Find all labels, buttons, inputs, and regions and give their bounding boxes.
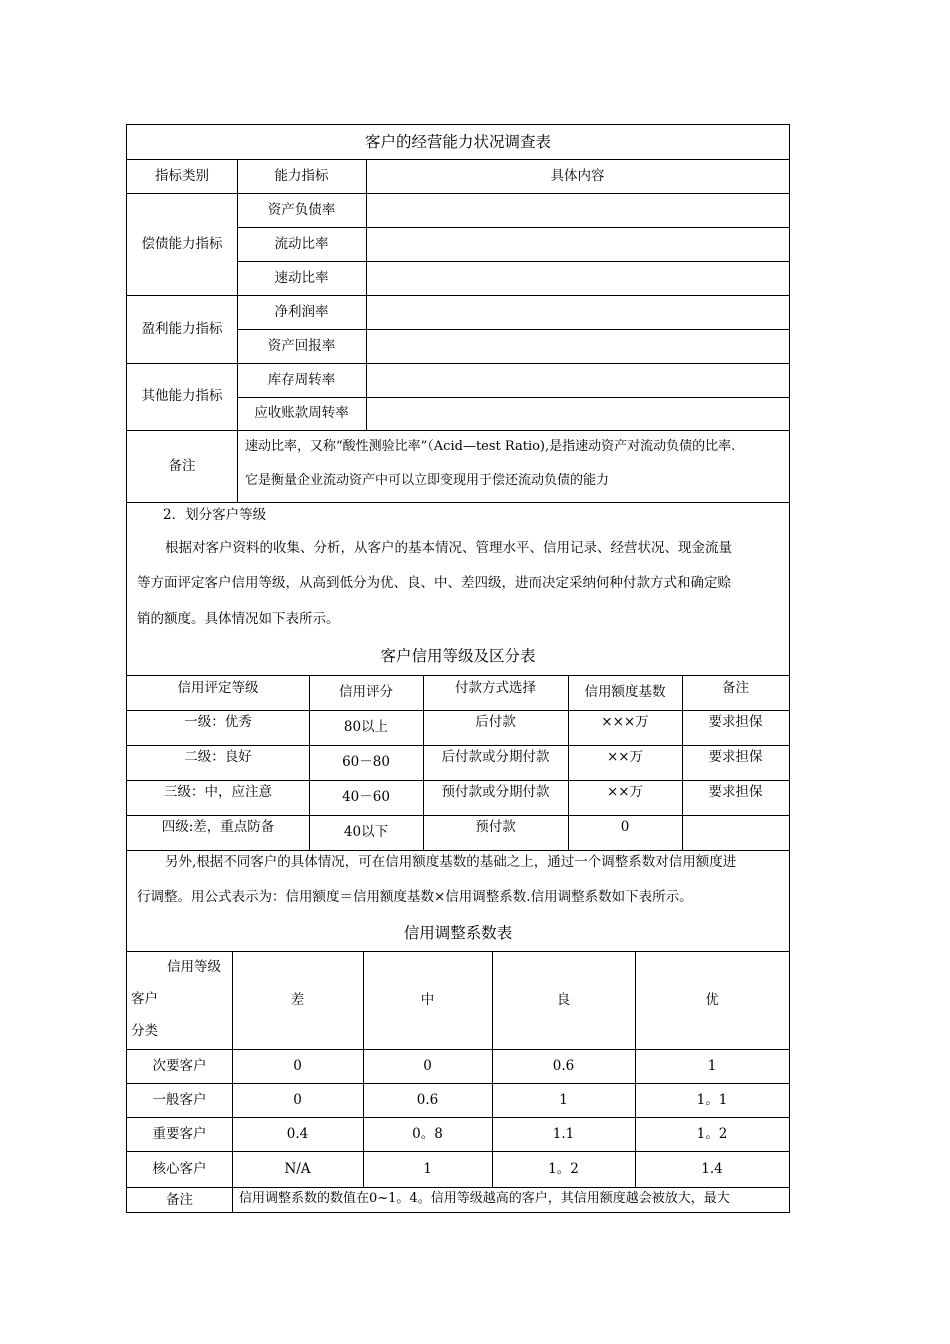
table3-cell: 0 — [293, 1057, 302, 1074]
section2-paragraph-line1: 根据对客户资料的收集、分析，从客户的基本情况、管理水平、信用记录、经营状况、现金流量 — [165, 540, 732, 556]
table3-row-label: 次要客户 — [152, 1057, 207, 1074]
table1-content-cell — [366, 295, 789, 329]
table3-header: 优 — [705, 991, 719, 1008]
table3-cell: 0.6 — [416, 1091, 439, 1108]
table3-corner-category: 分类 — [131, 1022, 158, 1039]
table3-cell: 1.1 — [552, 1125, 575, 1142]
table3-corner-customer: 客户 — [131, 990, 158, 1007]
table3-cell: 1 — [559, 1091, 568, 1108]
table1-indicator: 应收账款周转率 — [254, 405, 349, 422]
table1-category-solvency: 偿债能力指标 — [141, 235, 223, 252]
table1-indicator: 资产负债率 — [267, 201, 336, 218]
table3-cell: 1。2 — [548, 1160, 579, 1177]
table2-cell: ×××万 — [601, 714, 649, 731]
table1-indicator: 资产回报率 — [267, 337, 336, 354]
table2-cell: 四级:差，重点防备 — [161, 819, 275, 836]
table1-content-cell — [366, 329, 789, 363]
table2-cell: 三级：中，应注意 — [164, 784, 272, 801]
table3-corner-grade: 信用等级 — [167, 958, 221, 975]
table1-indicator: 净利润率 — [274, 303, 329, 320]
table2-cell: 二级：良好 — [184, 749, 252, 766]
table1-header-category: 指标类别 — [155, 167, 209, 184]
table3-remark-label: 备注 — [166, 1191, 193, 1208]
section2-paragraph-line2: 等方面评定客户信用等级，从高到低分为优、良、中、差四级，进而决定采纳何种付款方式和确定赊 — [137, 575, 731, 591]
table3-cell: 0 — [293, 1091, 302, 1108]
table1-title: 客户的经营能力状况调查表 — [364, 132, 551, 151]
table1-indicator: 速动比率 — [274, 269, 329, 286]
table3-cell: 1。1 — [696, 1091, 728, 1108]
table2-cell: ××万 — [606, 749, 644, 766]
table2-header: 付款方式选择 — [455, 680, 536, 697]
table2-cell: 后付款 — [475, 714, 516, 731]
table2-cell: 0 — [620, 819, 630, 836]
table1-category-other: 其他能力指标 — [141, 388, 223, 405]
section2-paragraph-line3: 销的额度。具体情况如下表所示。 — [137, 611, 340, 627]
table1-remark-line1: 速动比率，又称“酸性测验比率”（Acid—test Ratio),是指速动资产对流动负债的比率. — [245, 439, 736, 455]
table3-remark-text: 信用调整系数的数值在0~1。4。信用等级越高的客户，其信用额度越会被放大，最大 — [239, 1191, 730, 1207]
table3-cell: 1.4 — [701, 1160, 723, 1177]
table2-cell: 预付款 — [475, 819, 516, 836]
table1-remark-line2: 它是衡量企业流动资产中可以立即变现用于偿还流动负债的能力 — [245, 473, 610, 489]
section2-heading: 2．划分客户等级 — [163, 507, 267, 523]
table3-header: 良 — [556, 991, 571, 1008]
table2-cell: 一级：优秀 — [184, 714, 252, 731]
table1-content-cell — [366, 363, 789, 397]
table1-content-cell — [366, 193, 789, 227]
table1-indicator: 库存周转率 — [267, 371, 336, 388]
table1-remark-label: 备注 — [168, 457, 196, 474]
adjustment-paragraph-line1: 另外,根据不同客户的具体情况，可在信用额度基数的基础之上，通过一个调整系数对信用额度进 — [165, 854, 737, 870]
table2-cell: 要求担保 — [708, 714, 763, 731]
table3-cell: 1。2 — [696, 1125, 728, 1142]
table3-cell: 1 — [423, 1160, 432, 1177]
table1-content-cell — [366, 397, 789, 430]
table2-cell: 要求担保 — [708, 749, 763, 766]
table2-cell: 60－80 — [342, 754, 390, 771]
table2-cell: 80以上 — [343, 719, 389, 736]
table1-header-content: 具体内容 — [550, 167, 605, 184]
table3-cell: 0.4 — [286, 1125, 309, 1142]
table2-cell — [682, 810, 789, 845]
table3-cell: N/A — [284, 1160, 311, 1177]
table1-content-cell — [366, 261, 789, 295]
table2-cell: 预付款或分期付款 — [441, 784, 550, 801]
table2-cell: 40以下 — [343, 824, 389, 841]
table2-cell: 要求担保 — [708, 784, 763, 801]
table3-cell: 1 — [707, 1057, 717, 1074]
document-frame — [126, 124, 790, 1213]
table2-header: 信用评定等级 — [177, 680, 259, 697]
table2-header: 备注 — [722, 680, 749, 697]
table2-cell: 40－60 — [342, 789, 390, 806]
table1-indicator: 流动比率 — [274, 235, 329, 252]
table3-row-label: 重要客户 — [152, 1125, 207, 1142]
table2-cell: 后付款或分期付款 — [441, 749, 550, 766]
table2-cell: ××万 — [606, 784, 644, 801]
table3-row-label: 核心客户 — [152, 1160, 207, 1177]
table3-cell: 0。8 — [412, 1125, 443, 1142]
table3-cell: 0 — [423, 1057, 432, 1074]
table3-cell: 0.6 — [552, 1057, 575, 1074]
table3-header: 中 — [420, 991, 435, 1008]
table3-title: 信用调整系数表 — [403, 923, 513, 942]
adjustment-paragraph-line2: 行调整。用公式表示为：信用额度＝信用额度基数×信用调整系数.信用调整系数如下表所示。 — [137, 889, 693, 905]
table2-header: 信用评分 — [339, 684, 393, 701]
table2-title: 客户信用等级及区分表 — [380, 646, 536, 665]
table3-header: 差 — [290, 991, 305, 1008]
table1-content-cell — [366, 227, 789, 261]
table3-row-label: 一般客户 — [152, 1091, 207, 1108]
table1-category-profitability: 盈利能力指标 — [141, 320, 223, 337]
table2-header: 信用额度基数 — [584, 684, 666, 701]
table1-header-indicator: 能力指标 — [274, 167, 329, 184]
